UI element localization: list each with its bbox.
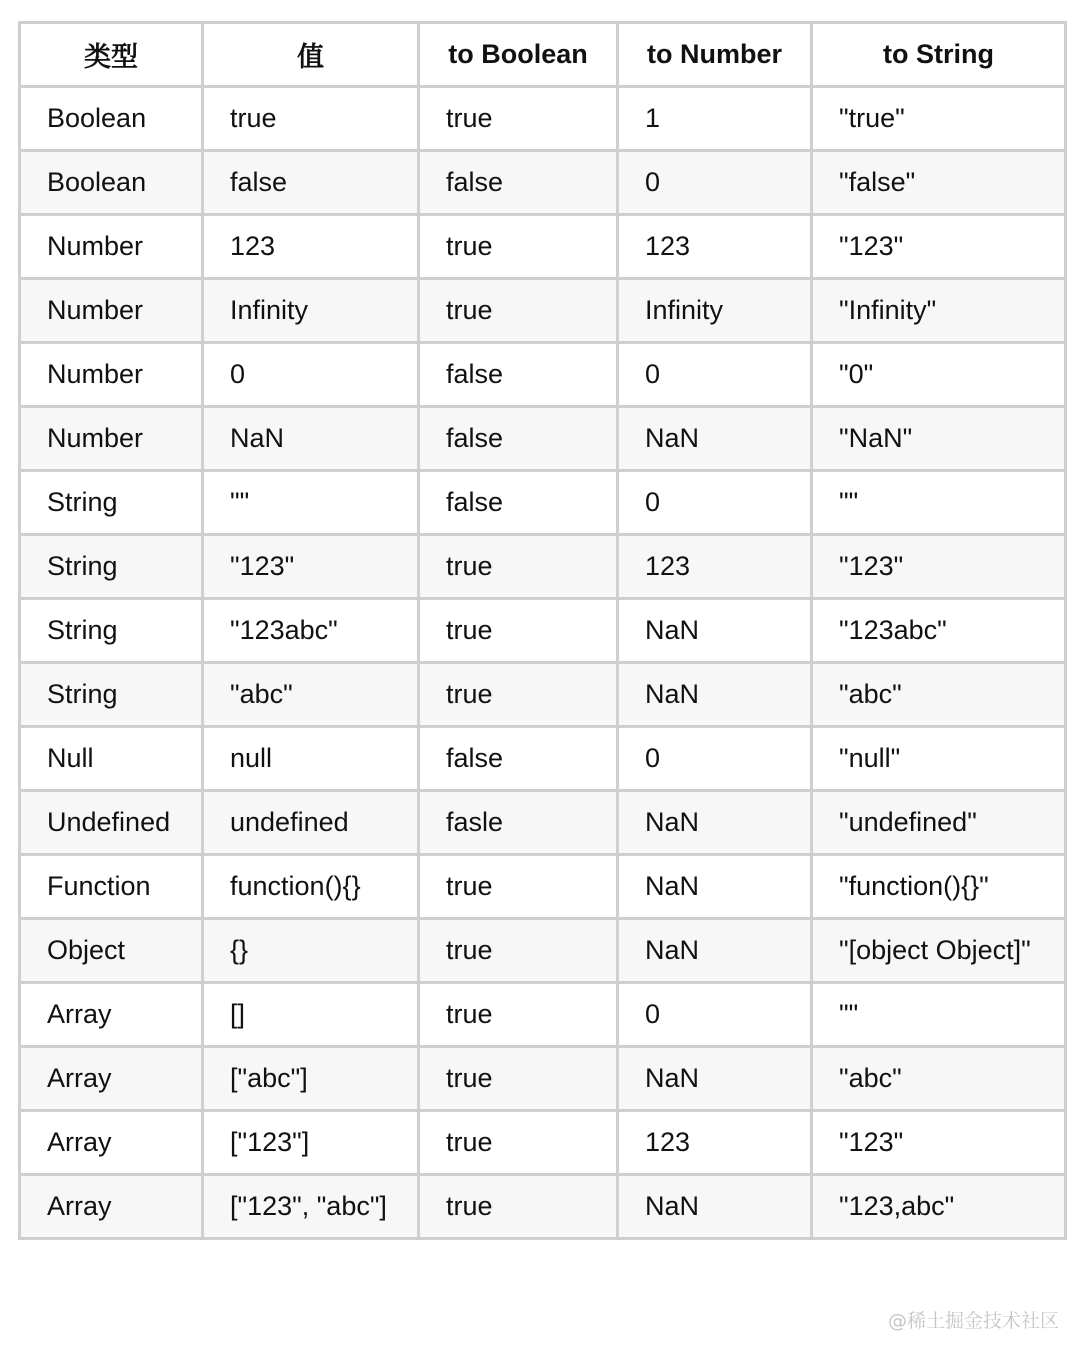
cell-to-string: "undefined"	[812, 791, 1066, 855]
cell-to-number: 0	[618, 983, 812, 1047]
cell-to-number: NaN	[618, 1047, 812, 1111]
cell-to-number: 123	[618, 215, 812, 279]
cell-type: Number	[20, 215, 203, 279]
cell-to-number: 0	[618, 151, 812, 215]
cell-to-boolean: false	[419, 471, 618, 535]
cell-to-number: NaN	[618, 1175, 812, 1239]
cell-value: ""	[203, 471, 419, 535]
cell-to-number: 0	[618, 727, 812, 791]
cell-to-boolean: true	[419, 279, 618, 343]
cell-type: Object	[20, 919, 203, 983]
cell-value: "123"	[203, 535, 419, 599]
header-type: 类型	[20, 23, 203, 87]
cell-to-boolean: true	[419, 855, 618, 919]
table-row	[20, 215, 1066, 279]
cell-to-string: "abc"	[812, 1047, 1066, 1111]
table-row	[20, 407, 1066, 471]
cell-to-string: "NaN"	[812, 407, 1066, 471]
cell-to-string: ""	[812, 983, 1066, 1047]
cell-value: "abc"	[203, 663, 419, 727]
cell-to-string: "Infinity"	[812, 279, 1066, 343]
table-row	[20, 1047, 1066, 1111]
cell-to-boolean: false	[419, 151, 618, 215]
type-conversion-table	[18, 21, 1067, 1240]
table-row	[20, 87, 1066, 151]
cell-to-boolean: true	[419, 599, 618, 663]
table-row	[20, 151, 1066, 215]
cell-to-boolean: true	[419, 87, 618, 151]
cell-to-string: "true"	[812, 87, 1066, 151]
header-row	[20, 23, 1066, 87]
cell-to-boolean: fasle	[419, 791, 618, 855]
header-value: 值	[203, 23, 419, 87]
cell-type: Number	[20, 343, 203, 407]
cell-to-string: "123abc"	[812, 599, 1066, 663]
cell-type: Undefined	[20, 791, 203, 855]
table-row	[20, 1175, 1066, 1239]
cell-to-string: "0"	[812, 343, 1066, 407]
cell-to-string: "123"	[812, 215, 1066, 279]
cell-to-string: ""	[812, 471, 1066, 535]
cell-value: "123abc"	[203, 599, 419, 663]
cell-type: Array	[20, 1047, 203, 1111]
cell-to-number: 0	[618, 343, 812, 407]
cell-value: Infinity	[203, 279, 419, 343]
cell-to-number: NaN	[618, 855, 812, 919]
cell-to-boolean: true	[419, 215, 618, 279]
cell-value: null	[203, 727, 419, 791]
table-row	[20, 535, 1066, 599]
cell-type: Boolean	[20, 151, 203, 215]
cell-to-string: "false"	[812, 151, 1066, 215]
cell-to-number: Infinity	[618, 279, 812, 343]
table-row	[20, 279, 1066, 343]
cell-type: Function	[20, 855, 203, 919]
cell-to-string: "123,abc"	[812, 1175, 1066, 1239]
cell-type: Null	[20, 727, 203, 791]
cell-to-number: NaN	[618, 791, 812, 855]
cell-type: String	[20, 471, 203, 535]
cell-to-boolean: true	[419, 1111, 618, 1175]
cell-type: Array	[20, 983, 203, 1047]
cell-to-boolean: true	[419, 919, 618, 983]
cell-type: String	[20, 663, 203, 727]
cell-to-boolean: true	[419, 983, 618, 1047]
cell-to-boolean: false	[419, 343, 618, 407]
watermark: @稀土掘金技术社区	[888, 1310, 1060, 1332]
cell-to-string: "abc"	[812, 663, 1066, 727]
header-to-number: to Number	[618, 23, 812, 87]
table-row	[20, 727, 1066, 791]
table-row	[20, 855, 1066, 919]
header-to-boolean: to Boolean	[419, 23, 618, 87]
cell-value: ["123", "abc"]	[203, 1175, 419, 1239]
cell-to-string: "123"	[812, 1111, 1066, 1175]
cell-type: String	[20, 535, 203, 599]
table-row	[20, 663, 1066, 727]
table-body	[20, 87, 1066, 1239]
cell-to-string: "[object Object]"	[812, 919, 1066, 983]
cell-type: Boolean	[20, 87, 203, 151]
cell-to-number: 123	[618, 535, 812, 599]
cell-value: ["abc"]	[203, 1047, 419, 1111]
cell-type: Number	[20, 407, 203, 471]
table-row	[20, 791, 1066, 855]
cell-to-boolean: false	[419, 727, 618, 791]
cell-to-number: NaN	[618, 919, 812, 983]
cell-value: NaN	[203, 407, 419, 471]
cell-type: Array	[20, 1175, 203, 1239]
cell-value: 123	[203, 215, 419, 279]
cell-value: true	[203, 87, 419, 151]
table-row	[20, 343, 1066, 407]
table-row	[20, 1111, 1066, 1175]
cell-type: Array	[20, 1111, 203, 1175]
cell-type: String	[20, 599, 203, 663]
table-row	[20, 471, 1066, 535]
cell-type: Number	[20, 279, 203, 343]
cell-to-boolean: true	[419, 535, 618, 599]
cell-to-number: NaN	[618, 599, 812, 663]
cell-to-number: NaN	[618, 407, 812, 471]
cell-to-boolean: false	[419, 407, 618, 471]
cell-value: ["123"]	[203, 1111, 419, 1175]
cell-to-string: "123"	[812, 535, 1066, 599]
cell-value: undefined	[203, 791, 419, 855]
header-to-string: to String	[812, 23, 1066, 87]
cell-to-boolean: true	[419, 663, 618, 727]
cell-to-number: NaN	[618, 663, 812, 727]
cell-value: false	[203, 151, 419, 215]
cell-value: 0	[203, 343, 419, 407]
cell-value: []	[203, 983, 419, 1047]
cell-value: function(){}	[203, 855, 419, 919]
cell-to-boolean: true	[419, 1175, 618, 1239]
table-row	[20, 983, 1066, 1047]
cell-to-number: 123	[618, 1111, 812, 1175]
cell-to-boolean: true	[419, 1047, 618, 1111]
table-row	[20, 919, 1066, 983]
table-row	[20, 599, 1066, 663]
cell-to-string: "null"	[812, 727, 1066, 791]
cell-to-string: "function(){}"	[812, 855, 1066, 919]
table-header	[20, 23, 1066, 87]
cell-value: {}	[203, 919, 419, 983]
cell-to-number: 0	[618, 471, 812, 535]
cell-to-number: 1	[618, 87, 812, 151]
